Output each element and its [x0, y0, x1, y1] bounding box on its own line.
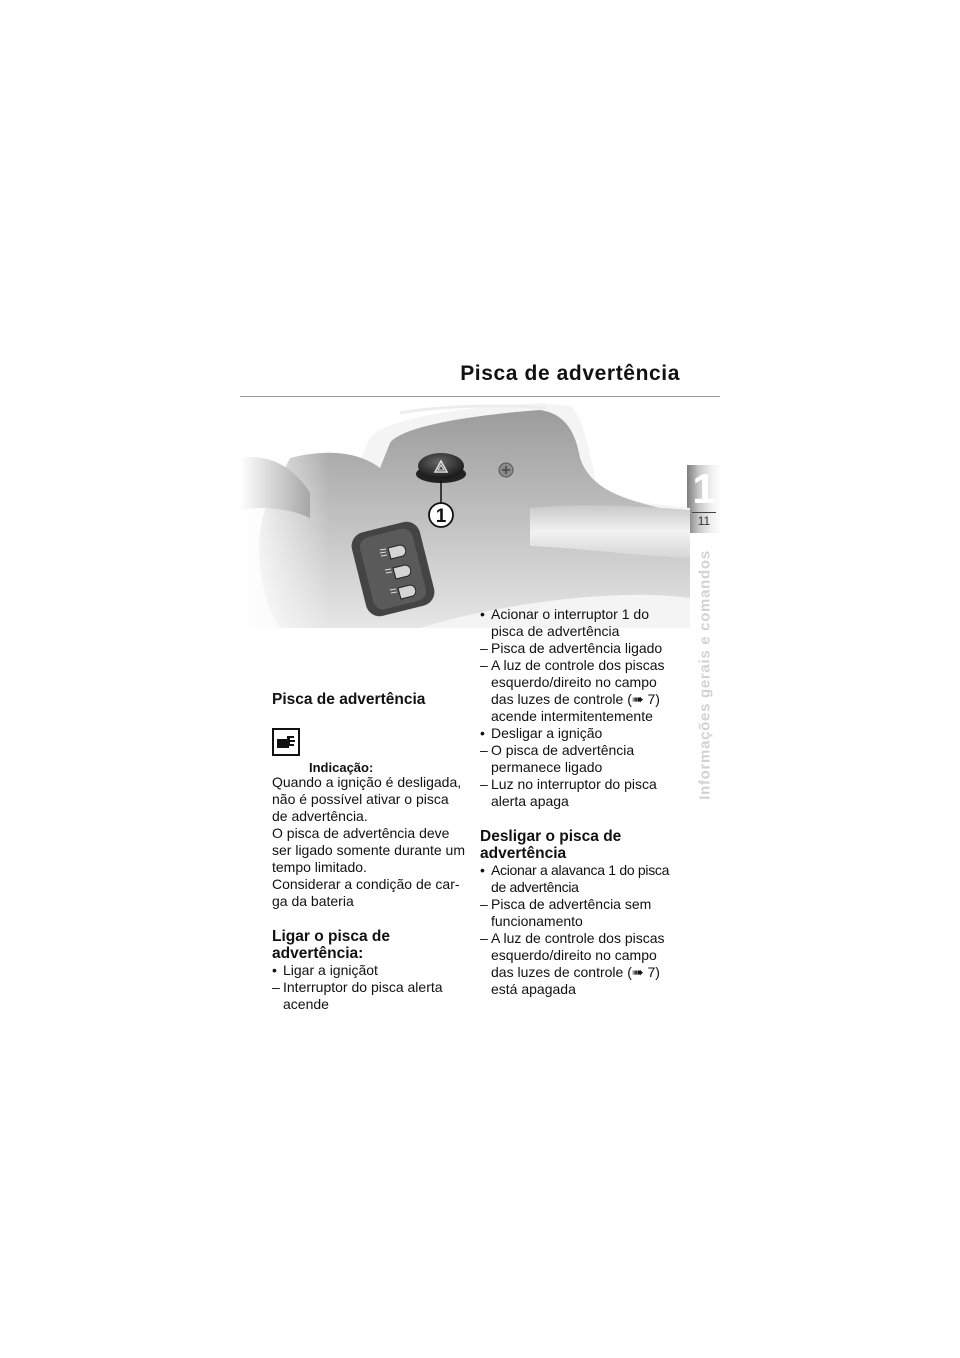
note-paragraph-2: O pisca de advertência deve ser ligado somente durante um tempo limitado.	[272, 825, 465, 875]
left-column	[272, 690, 468, 1013]
page-number: 11	[697, 514, 711, 528]
list-item: • Acionar a alavanca 1 do pisca de advertência	[480, 862, 670, 895]
section-heading: Pisca de advertência	[272, 691, 426, 708]
note-paragraph-1: Quando a ignição é desligada, não é possível ativar o pisca de advertência.	[272, 774, 462, 824]
title-divider	[240, 396, 720, 397]
chapter-divider	[692, 512, 716, 513]
list-item: – O pisca de advertência permanece ligado	[480, 742, 635, 775]
handlebar-switch-photo	[240, 398, 690, 628]
chapter-tab	[687, 465, 721, 533]
note-hand-icon	[272, 728, 300, 756]
note-paragraph-3: Considerar a condição de car-ga da bateria	[272, 876, 460, 909]
list-item: – Interruptor do pisca alerta acende	[272, 979, 443, 1012]
list-item: – A luz de controle dos piscas esquerdo/direito no campo das luzes de controle (➠ 7) está apagada	[480, 930, 665, 997]
subsection-heading: Ligar o pisca de advertência:	[272, 928, 391, 962]
page-title: Pisca de advertência	[460, 362, 680, 385]
list-item: – Pisca de advertência sem funcionamento	[480, 896, 652, 929]
steps-list	[480, 606, 680, 810]
note-block	[272, 728, 468, 774]
list-item: • Ligar a igniçãot	[272, 962, 378, 978]
steps-list	[480, 862, 680, 998]
list-item: – Pisca de advertência ligado	[480, 640, 663, 656]
chapter-side-label: Informações gerais e comandos	[696, 550, 714, 800]
list-item: • Acionar o interruptor 1 do pisca de advertência	[480, 606, 649, 639]
right-column	[480, 606, 680, 998]
steps-list	[272, 962, 468, 1013]
list-item: – Luz no interruptor do pisca alerta apaga	[480, 776, 657, 809]
list-item: • Desligar a ignição	[480, 725, 603, 741]
subsection-heading: Desligar o pisca de advertência	[480, 828, 622, 862]
list-item: – A luz de controle dos piscas esquerdo/direito no campo das luzes de controle (➠ 7) acende intermitentemente	[480, 657, 665, 724]
note-label: Indicação:	[309, 760, 374, 775]
chapter-number: 1	[692, 465, 716, 512]
